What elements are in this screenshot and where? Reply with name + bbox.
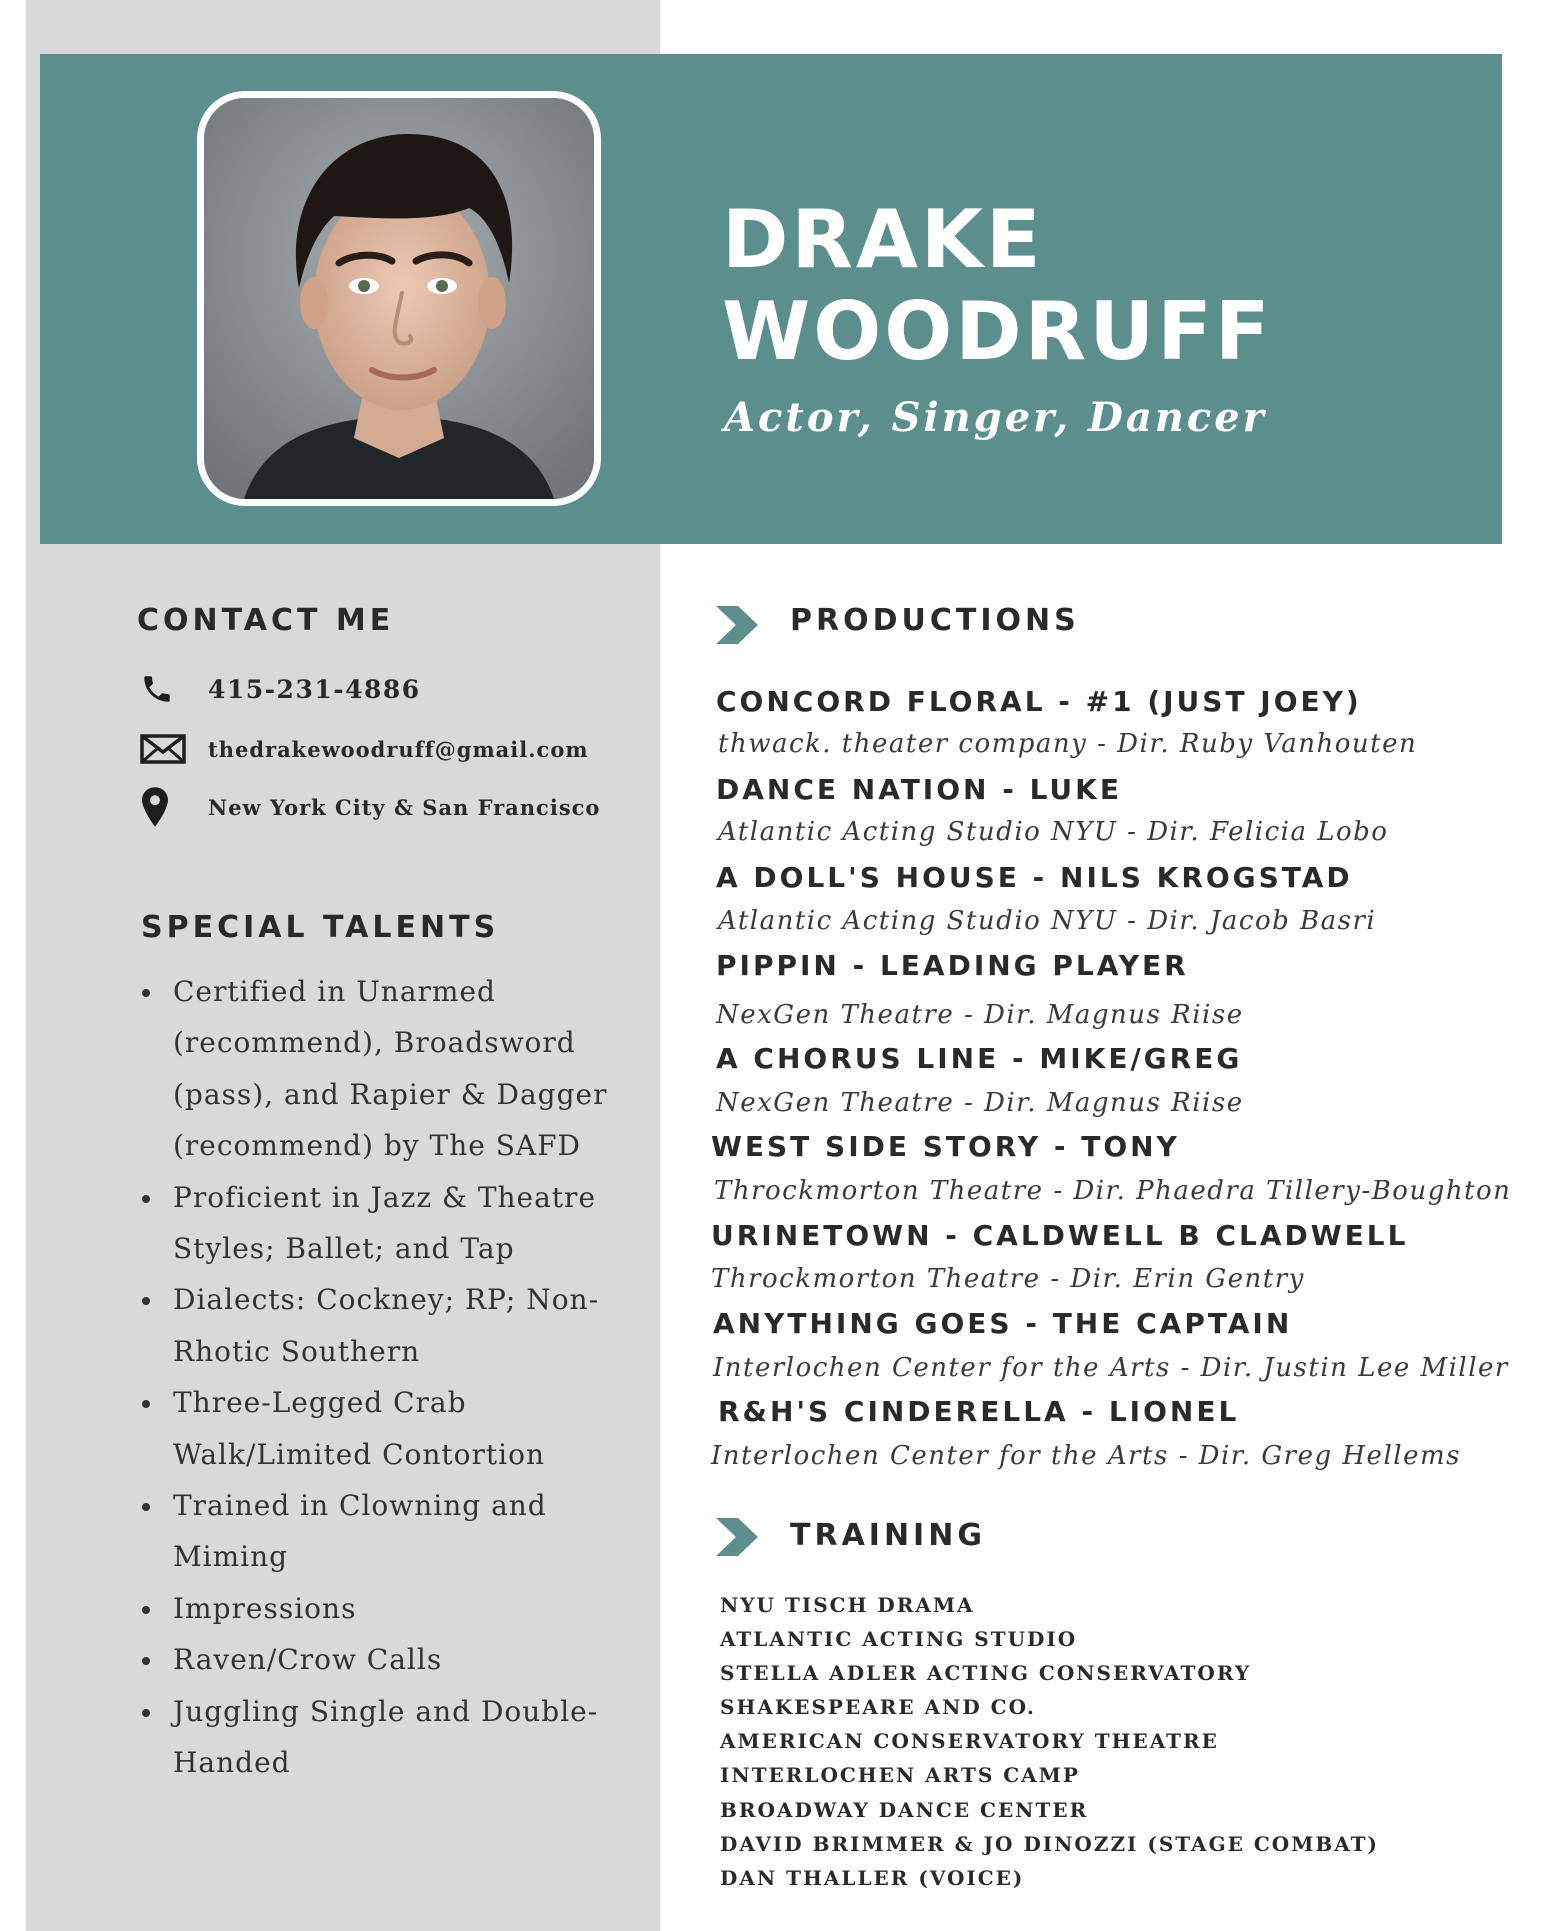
- production-title: URINETOWN - CALDWELL B CLADWELL: [711, 1219, 1409, 1252]
- training-item: BROADWAY DANCE CENTER: [720, 1797, 1089, 1822]
- training-item: INTERLOCHEN ARTS CAMP: [720, 1763, 1080, 1788]
- training-list: [720, 1588, 1379, 1895]
- map-pin-icon: [140, 787, 186, 827]
- contact-heading: CONTACT ME: [137, 603, 395, 638]
- production-title: CONCORD FLORAL - #1 (JUST JOEY): [716, 685, 1362, 718]
- talent-item: Raven/Crow Calls: [140, 1634, 610, 1685]
- talent-item: Proficient in Jazz & Theatre Styles; Ballet; and Tap: [140, 1172, 610, 1275]
- email-address: thedrakewoodruff@gmail.com: [208, 736, 589, 762]
- location-text: New York City & San Francisco: [208, 794, 601, 820]
- production-title: ANYTHING GOES - THE CAPTAIN: [713, 1307, 1293, 1340]
- contact-location: [140, 787, 600, 827]
- phone-icon: [140, 669, 186, 709]
- production-title: R&H'S CINDERELLA - LIONEL: [718, 1395, 1240, 1428]
- training-item: AMERICAN CONSERVATORY THEATRE: [720, 1729, 1219, 1754]
- production-title: WEST SIDE STORY - TONY: [711, 1130, 1180, 1163]
- production-company: NexGen Theatre - Dir. Magnus Riise: [716, 1088, 1244, 1118]
- phone-number: 415-231-4886: [208, 674, 421, 704]
- special-talents-list: [140, 966, 610, 1789]
- production-title: DANCE NATION - LUKE: [716, 773, 1122, 806]
- production-company: NexGen Theatre - Dir. Magnus Riise: [716, 1000, 1244, 1030]
- name-last: WOODRUFF: [722, 285, 1273, 378]
- headshot-image: [204, 98, 594, 499]
- headshot-photo: [197, 91, 601, 506]
- productions-heading: PRODUCTIONS: [790, 603, 1080, 638]
- talent-item: Certified in Unarmed (recommend), Broadsword (pass), and Rapier & Dagger (recommend) by The SAFD: [140, 966, 610, 1172]
- production-title: A DOLL'S HOUSE - NILS KROGSTAD: [716, 861, 1353, 894]
- talent-item: Trained in Clowning and Miming: [140, 1480, 610, 1583]
- talent-item: Juggling Single and Double-Handed: [140, 1686, 610, 1789]
- talent-item: Dialects: Cockney; RP; Non-Rhotic Southern: [140, 1274, 610, 1377]
- training-item: NYU TISCH DRAMA: [720, 1593, 975, 1617]
- production-company: Interlochen Center for the Arts - Dir. Greg Hellems: [711, 1441, 1461, 1471]
- training-item: DAVID BRIMMER & JO DINOZZI (STAGE COMBAT): [720, 1831, 1380, 1856]
- production-company: Throckmorton Theatre - Dir. Phaedra Tillery-Boughton: [714, 1176, 1512, 1206]
- talent-item: Three-Legged Crab Walk/Limited Contortion: [140, 1377, 610, 1480]
- talent-item: Impressions: [140, 1583, 610, 1634]
- production-company: thwack. theater company - Dir. Ruby Vanhouten: [718, 729, 1418, 759]
- name-first: DRAKE: [722, 193, 1044, 286]
- training-item: SHAKESPEARE AND CO.: [720, 1695, 1036, 1720]
- production-company: Atlantic Acting Studio NYU - Dir. Jacob Basri: [718, 906, 1377, 936]
- production-title: PIPPIN - LEADING PLAYER: [716, 949, 1189, 982]
- training-heading: TRAINING: [790, 1518, 986, 1553]
- envelope-icon: [140, 729, 186, 769]
- subtitle: Actor, Singer, Dancer: [724, 394, 1267, 441]
- chevron-right-icon: [716, 606, 764, 644]
- contact-email[interactable]: [140, 729, 589, 769]
- training-item: DAN THALLER (VOICE): [720, 1865, 1025, 1890]
- production-company: Throckmorton Theatre - Dir. Erin Gentry: [711, 1264, 1305, 1294]
- contact-phone[interactable]: [140, 669, 421, 709]
- production-title: A CHORUS LINE - MIKE/GREG: [716, 1042, 1243, 1075]
- special-talents-heading: SPECIAL TALENTS: [141, 910, 500, 945]
- production-company: Interlochen Center for the Arts - Dir. Justin Lee Miller: [713, 1353, 1509, 1383]
- chevron-right-icon: [716, 1518, 764, 1556]
- training-item: STELLA ADLER ACTING CONSERVATORY: [720, 1661, 1252, 1686]
- production-company: Atlantic Acting Studio NYU - Dir. Felicia Lobo: [718, 817, 1389, 847]
- training-item: ATLANTIC ACTING STUDIO: [720, 1627, 1078, 1652]
